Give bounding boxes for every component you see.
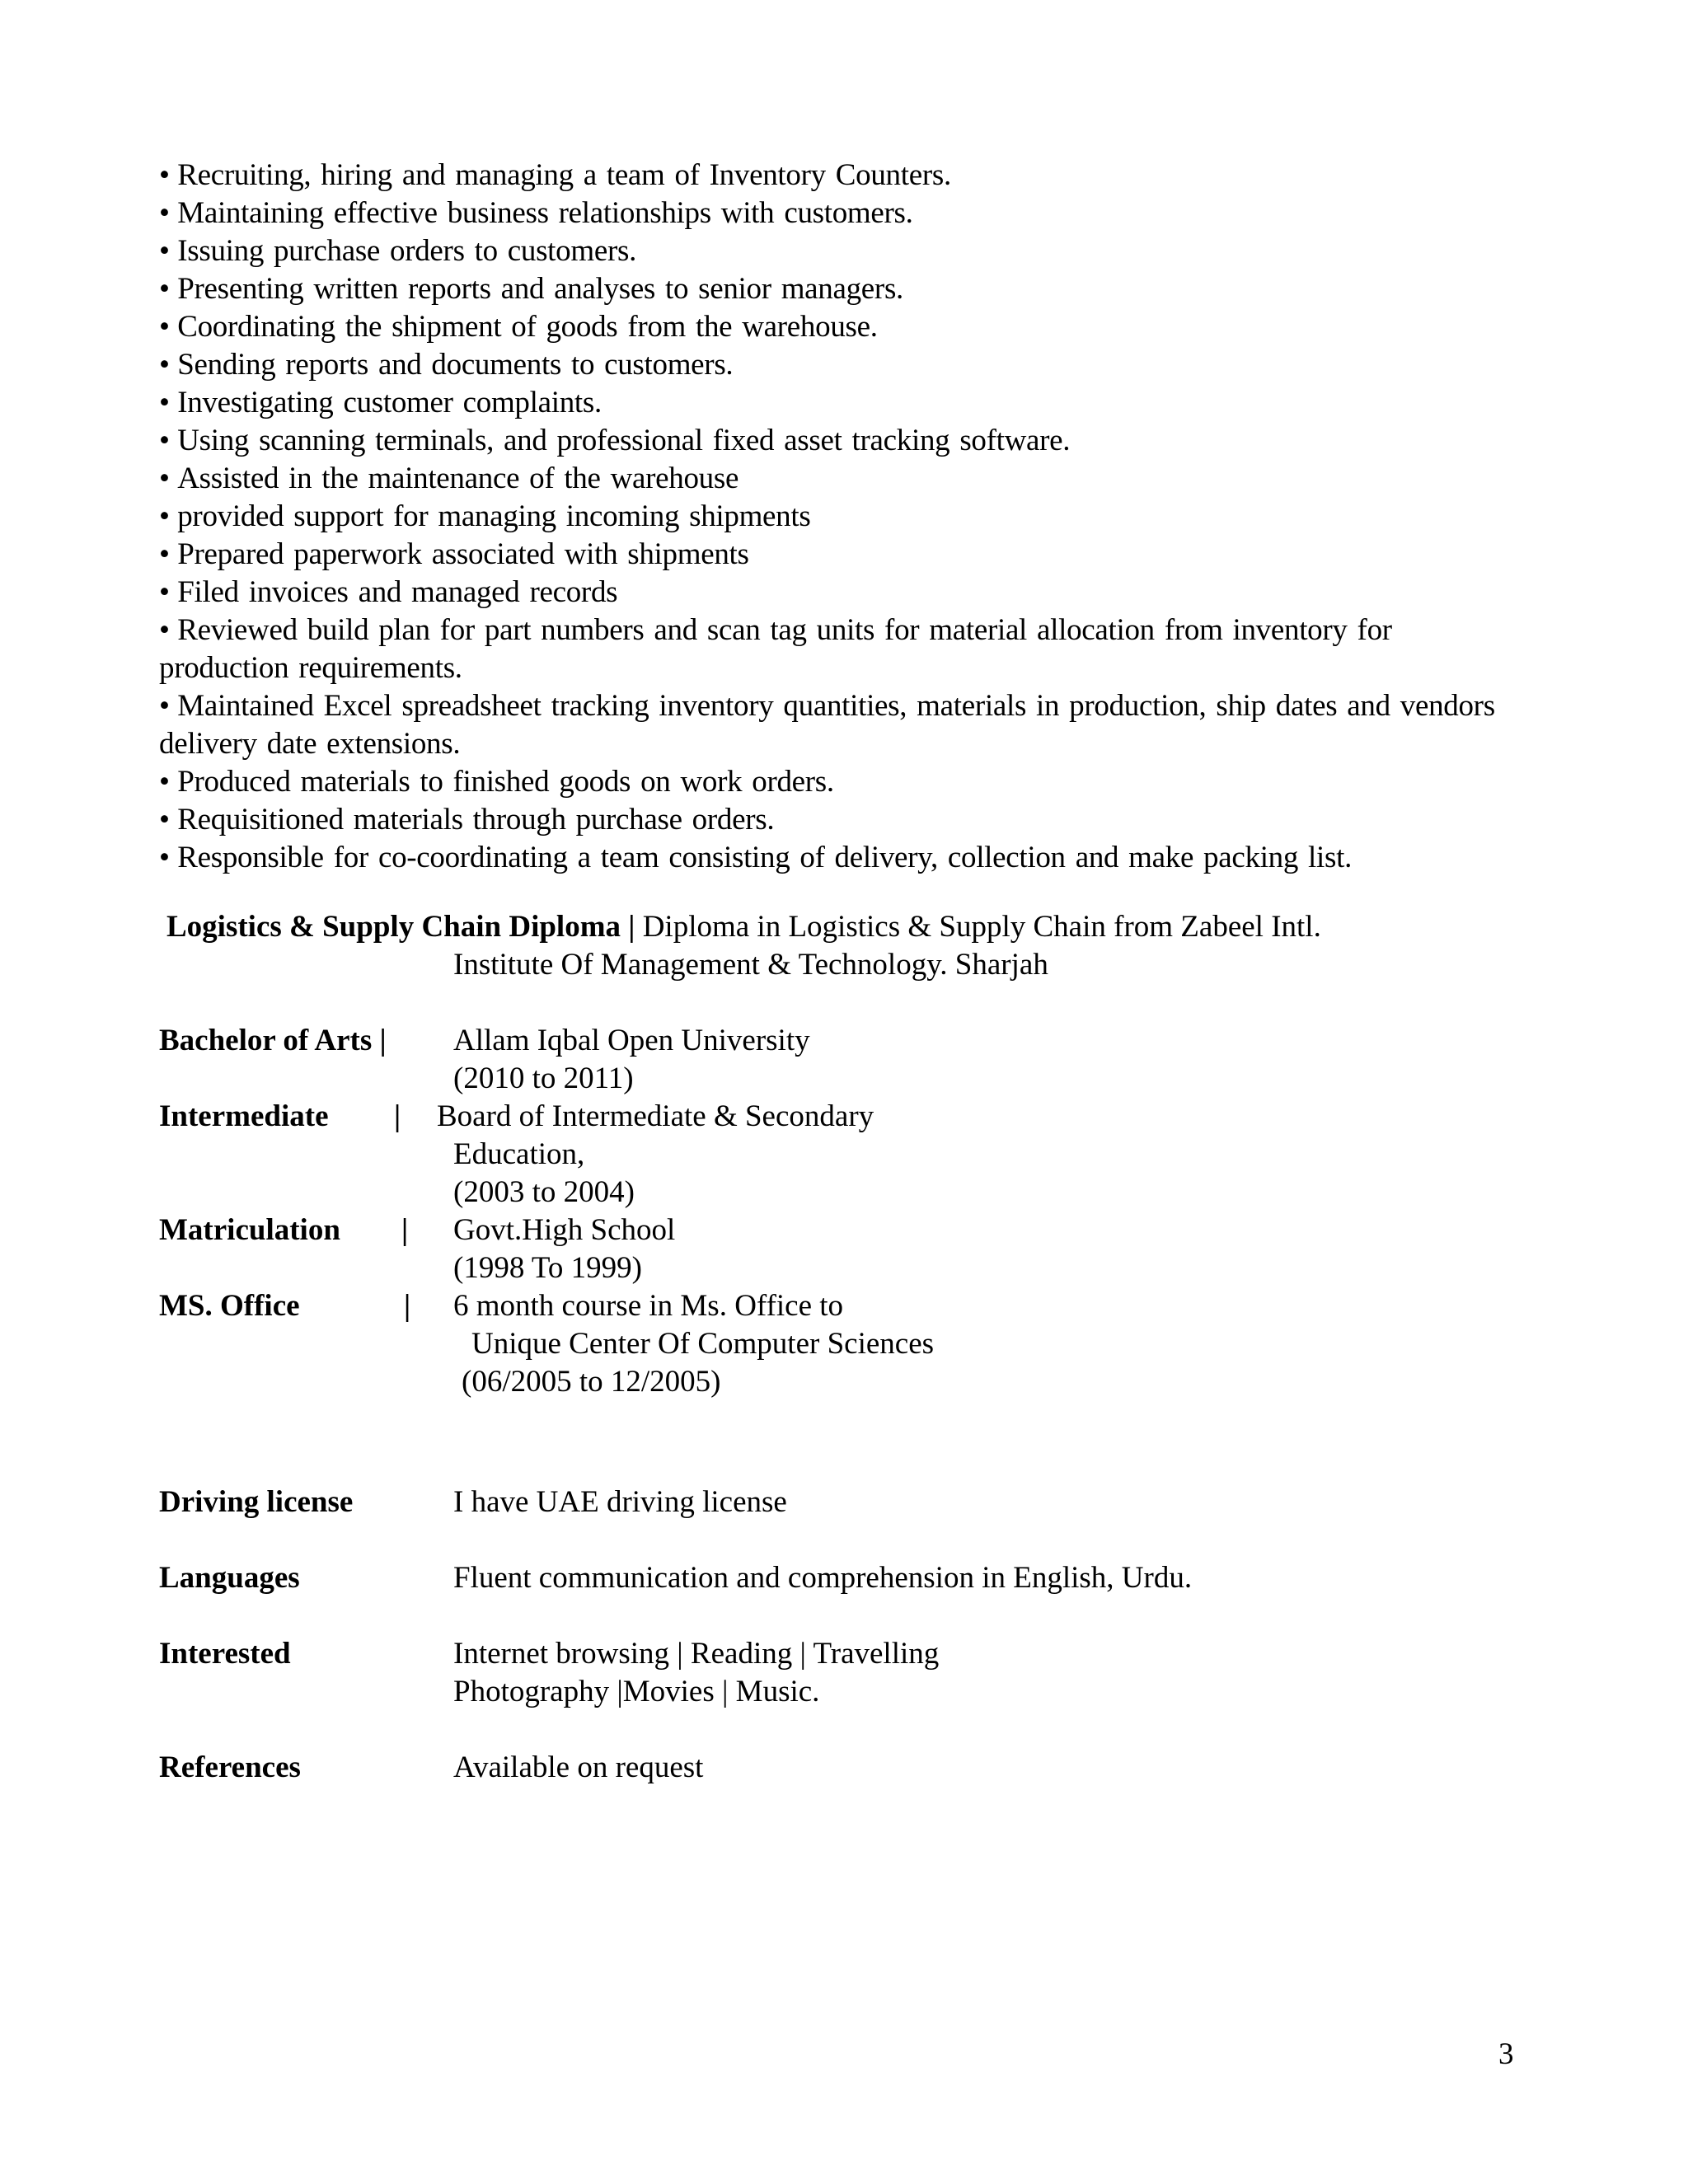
list-item — [159, 194, 1511, 232]
driving-license-value: I have UAE driving license — [453, 1485, 787, 1519]
responsibility-text: Sending reports and documents to customers. — [177, 348, 734, 382]
list-item — [159, 346, 1511, 384]
bullet-mark: • — [159, 499, 170, 533]
interests-label: Interested — [159, 1637, 291, 1671]
languages-label: Languages — [159, 1561, 300, 1595]
list-item — [159, 308, 1511, 346]
bullet-mark: • — [159, 310, 170, 344]
references-label: References — [159, 1750, 301, 1784]
diploma-separator: | — [628, 910, 635, 944]
education-separator: | — [404, 1289, 411, 1323]
responsibilities-list — [159, 157, 1511, 877]
bachelor-institution: Allam Iqbal Open University — [453, 1024, 810, 1057]
responsibility-text: Responsible for co-coordinating a team consisting of delivery, collection and make packing list. — [177, 841, 1353, 874]
responsibility-text: Issuing purchase orders to customers. — [177, 234, 637, 268]
responsibility-text: Using scanning terminals, and professional fixed asset tracking software. — [177, 424, 1071, 457]
bullet-mark: • — [159, 348, 170, 382]
interests-value-line1: Internet browsing | Reading | Travelling — [453, 1637, 940, 1671]
intermediate-dates: (2003 to 2004) — [453, 1175, 635, 1209]
responsibility-text: Requisitioned materials through purchase orders. — [177, 803, 775, 837]
list-item — [159, 270, 1511, 308]
list-item — [159, 839, 1511, 877]
languages-value: Fluent communication and comprehension in English, Urdu. — [453, 1561, 1193, 1595]
list-item — [159, 232, 1511, 270]
responsibility-text: Filed invoices and managed records — [177, 575, 618, 609]
list-item — [159, 801, 1511, 839]
responsibility-text: Recruiting, hiring and managing a team of Inventory Counters. — [177, 158, 951, 192]
interests-value-line2: Photography |Movies | Music. — [453, 1675, 820, 1708]
bullet-mark: • — [159, 575, 170, 609]
bullet-mark: • — [159, 272, 170, 306]
education-label-intermediate: Intermediate — [159, 1099, 329, 1133]
diploma-description: Diploma in Logistics & Supply Chain from Zabeel Intl. — [642, 910, 1321, 944]
education-separator: | — [401, 1213, 409, 1247]
ms-office-course: 6 month course in Ms. Office to — [453, 1289, 844, 1323]
intermediate-institution: Board of Intermediate & Secondary — [437, 1099, 874, 1133]
page-number: 3 — [1498, 2037, 1514, 2071]
bullet-mark: • — [159, 765, 170, 799]
list-item — [159, 498, 1511, 536]
bachelor-dates: (2010 to 2011) — [453, 1062, 634, 1095]
bullet-mark: • — [159, 424, 170, 457]
responsibility-text: Maintaining effective business relationships with customers. — [177, 196, 913, 230]
matriculation-institution: Govt.High School — [453, 1213, 676, 1247]
driving-license-label: Driving license — [159, 1485, 354, 1519]
responsibility-text: provided support for managing incoming shipments — [177, 499, 811, 533]
ms-office-dates: (06/2005 to 12/2005) — [462, 1365, 721, 1399]
bullet-mark: • — [159, 196, 170, 230]
bullet-mark: • — [159, 234, 170, 268]
responsibility-text: Prepared paperwork associated with shipments — [177, 537, 749, 571]
bullet-mark: • — [159, 689, 170, 723]
bullet-mark: • — [159, 613, 170, 647]
list-item — [159, 422, 1511, 460]
education-label-ms-office: MS. Office — [159, 1289, 300, 1323]
education-separator: | — [394, 1099, 401, 1133]
responsibility-text: Presenting written reports and analyses to senior managers. — [177, 272, 904, 306]
bullet-mark: • — [159, 841, 170, 874]
responsibility-text: Produced materials to finished goods on work orders. — [177, 765, 834, 799]
list-item — [159, 384, 1511, 422]
responsibility-text: Reviewed build plan for part numbers and scan tag units for material allocation from inventory for production requirements. — [159, 613, 1392, 685]
diploma-row — [166, 908, 1321, 946]
responsibility-text: Coordinating the shipment of goods from the warehouse. — [177, 310, 878, 344]
diploma-institute: Institute Of Management & Technology. Sharjah — [453, 948, 1048, 982]
responsibility-text: Investigating customer complaints. — [177, 386, 602, 419]
list-item — [159, 536, 1511, 574]
list-item — [159, 612, 1511, 687]
bullet-mark: • — [159, 803, 170, 837]
bullet-mark: • — [159, 462, 170, 495]
references-value: Available on request — [453, 1750, 704, 1784]
list-item — [159, 574, 1511, 612]
intermediate-institution-cont: Education, — [453, 1137, 585, 1171]
education-label-bachelor: Bachelor of Arts | — [159, 1024, 387, 1057]
list-item — [159, 763, 1511, 801]
bullet-mark: • — [159, 158, 170, 192]
bullet-mark: • — [159, 537, 170, 571]
education-label-matriculation: Matriculation — [159, 1213, 340, 1247]
responsibility-text: Maintained Excel spreadsheet tracking inventory quantities, materials in production, ship dates and vendors delivery date extensions. — [159, 689, 1495, 761]
list-item — [159, 687, 1511, 763]
matriculation-dates: (1998 To 1999) — [453, 1251, 642, 1285]
ms-office-institution: Unique Center Of Computer Sciences — [471, 1327, 935, 1361]
list-item — [159, 460, 1511, 498]
responsibility-text: Assisted in the maintenance of the warehouse — [177, 462, 739, 495]
diploma-title: Logistics & Supply Chain Diploma — [166, 910, 621, 944]
bullet-mark: • — [159, 386, 170, 419]
list-item — [159, 157, 1511, 194]
